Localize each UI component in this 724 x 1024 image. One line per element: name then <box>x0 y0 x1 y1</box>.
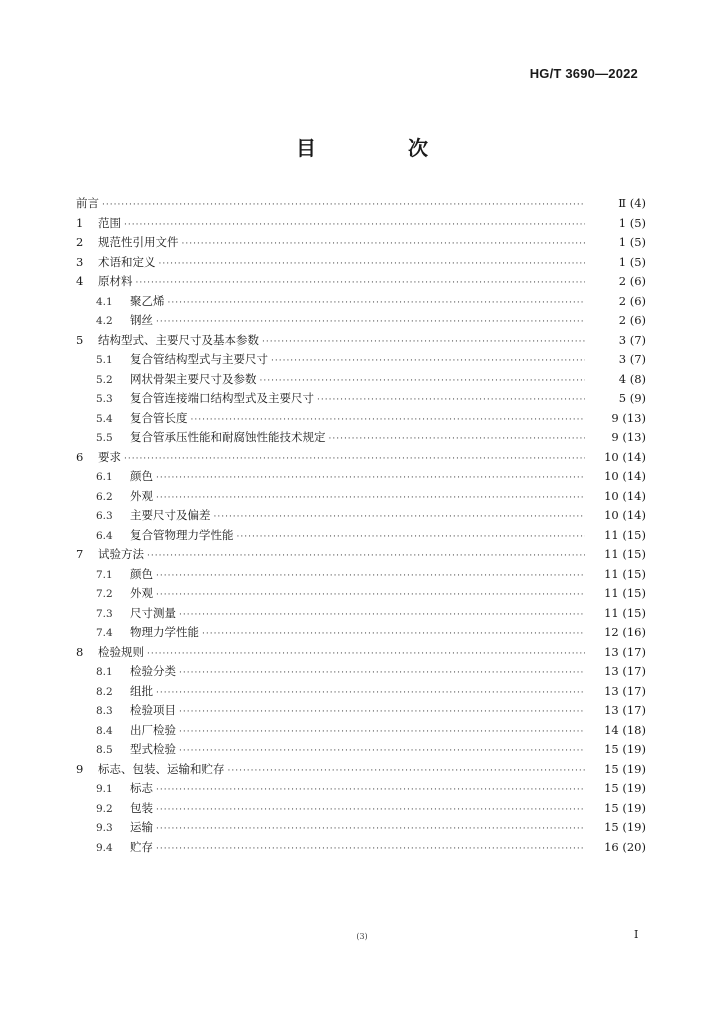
toc-entry-label: 原材料 <box>98 274 133 288</box>
toc-entry-label: 复合管物理力学性能 <box>130 527 234 542</box>
toc-entry-page: 9 (13) <box>611 430 646 444</box>
toc-entry-number: 2 <box>76 235 84 249</box>
toc-entry-number: 5.2 <box>96 373 113 386</box>
toc-entry[interactable] <box>76 779 646 799</box>
toc-entry-label: 术语和定义 <box>98 254 156 269</box>
toc-entry-page: 13 (17) <box>604 703 646 717</box>
toc-entry-page: 10 (14) <box>604 488 646 503</box>
toc-leader-dots <box>228 762 586 782</box>
toc-entry-label: 结构型式、主要尺寸及基本参数 <box>98 332 259 347</box>
toc-entry[interactable] <box>76 623 646 643</box>
toc-entry-page: 9 (13) <box>611 410 646 425</box>
toc-leader-dots <box>136 274 586 294</box>
toc-entry-label: 标志、包装、运输和贮存 <box>98 761 225 776</box>
toc-entry-label: 运输 <box>130 820 153 834</box>
toc-entry-number: 8.4 <box>96 724 113 737</box>
toc-entry-page: 11 (15) <box>604 566 646 581</box>
toc-leader-dots <box>102 196 585 216</box>
toc-entry-page: 15 (19) <box>604 742 646 756</box>
toc-entry-label: 范围 <box>98 215 121 230</box>
toc-entry-page: 15 (19) <box>604 781 646 795</box>
toc-entry-number: 6.2 <box>96 490 113 503</box>
toc-entry-page: 2 (6) <box>618 274 646 288</box>
toc-entry-page: 1 (5) <box>618 235 646 249</box>
toc-entry[interactable] <box>76 721 646 741</box>
toc-entry[interactable] <box>76 701 646 721</box>
toc-entry-label: 外观 <box>130 488 153 503</box>
toc-entry-page: 15 (19) <box>604 800 646 815</box>
standard-code: HG/T 3690—2022 <box>529 66 638 81</box>
toc-leader-dots <box>179 606 585 626</box>
toc-entry[interactable] <box>76 662 646 682</box>
toc-entry-page: 14 (18) <box>604 722 646 737</box>
toc-entry-number: 7.4 <box>96 627 113 639</box>
toc-entry-number: 8 <box>76 644 84 659</box>
toc-entry[interactable] <box>76 760 646 780</box>
toc-entry-number: 9.1 <box>96 783 113 795</box>
toc-entry-label: 规范性引用文件 <box>98 235 179 249</box>
toc-entry-page: 11 (15) <box>604 527 646 542</box>
toc-entry[interactable] <box>76 740 646 760</box>
toc-entry-page: 10 (14) <box>604 449 646 464</box>
toc-entry-label: 检验规则 <box>98 644 144 659</box>
toc-entry-page: 5 (9) <box>618 391 646 405</box>
toc-entry-page: 12 (16) <box>604 625 646 639</box>
toc-entry-label: 物理力学性能 <box>130 625 199 639</box>
toc-entry-number: 7.1 <box>96 568 113 581</box>
toc-entry-label: 聚乙烯 <box>130 293 165 308</box>
toc-entry-page: 11 (15) <box>604 605 646 620</box>
toc-entry-label: 复合管承压性能和耐腐蚀性能技术规定 <box>130 430 326 444</box>
toc-entry-number: 9.2 <box>96 802 113 815</box>
toc-entry-page: 10 (14) <box>604 508 646 522</box>
toc-leader-dots <box>182 235 586 255</box>
table-of-contents <box>76 194 646 857</box>
toc-entry[interactable] <box>76 818 646 838</box>
toc-leader-dots <box>156 567 585 587</box>
toc-entry[interactable] <box>76 526 646 546</box>
toc-entry-label: 钢丝 <box>130 313 153 327</box>
toc-entry-page: 2 (6) <box>618 313 646 327</box>
toc-entry-page: 3 (7) <box>618 352 646 366</box>
toc-leader-dots <box>329 430 586 450</box>
toc-entry-page: 10 (14) <box>604 469 646 483</box>
toc-entry-page: 13 (17) <box>604 683 646 698</box>
toc-entry-number: 7 <box>76 547 84 561</box>
toc-leader-dots <box>214 508 586 528</box>
toc-entry-label: 复合管长度 <box>130 410 188 425</box>
toc-entry-number: 5.4 <box>96 412 113 425</box>
toc-leader-dots <box>159 255 586 275</box>
toc-entry-label: 复合管连接端口结构型式及主要尺寸 <box>130 391 314 405</box>
toc-entry[interactable] <box>76 448 646 468</box>
toc-entry[interactable] <box>76 643 646 663</box>
toc-entry-page: Ⅱ (4) <box>618 196 646 210</box>
footer-roman-numeral: Ⅰ <box>634 928 639 941</box>
toc-entry-number: 5.1 <box>96 354 113 366</box>
toc-entry-label: 主要尺寸及偏差 <box>130 508 211 522</box>
toc-entry-number: 4 <box>76 274 84 288</box>
toc-entry-label: 组批 <box>130 683 153 698</box>
toc-entry-label: 前言 <box>76 196 99 210</box>
toc-entry[interactable] <box>76 428 646 448</box>
toc-entry-page: 4 (8) <box>618 371 646 386</box>
toc-entry[interactable] <box>76 214 646 234</box>
toc-leader-dots <box>179 664 585 684</box>
toc-entry-number: 9 <box>76 761 84 776</box>
toc-leader-dots <box>156 781 585 801</box>
toc-leader-dots <box>271 352 585 372</box>
footer-page-number: (3) <box>356 932 368 941</box>
toc-entry[interactable] <box>76 331 646 351</box>
toc-leader-dots <box>147 547 585 567</box>
toc-entry[interactable] <box>76 194 646 214</box>
toc-entry-number: 5.3 <box>96 393 113 405</box>
toc-entry-number: 8.3 <box>96 705 113 717</box>
toc-entry[interactable] <box>76 272 646 292</box>
page-title: 目 次 <box>296 136 464 160</box>
toc-entry[interactable] <box>76 292 646 312</box>
toc-entry-label: 出厂检验 <box>130 722 176 737</box>
toc-leader-dots <box>202 625 585 645</box>
toc-entry-number: 7.2 <box>96 588 113 600</box>
toc-entry-label: 网状骨架主要尺寸及参数 <box>130 371 257 386</box>
toc-entry[interactable] <box>76 487 646 507</box>
toc-entry-page: 2 (6) <box>618 293 646 308</box>
toc-entry-label: 标志 <box>130 781 153 795</box>
toc-entry-number: 8.2 <box>96 685 113 698</box>
toc-entry-label: 检验项目 <box>130 703 176 717</box>
toc-entry-label: 颜色 <box>130 469 153 483</box>
toc-entry-label: 颜色 <box>130 566 153 581</box>
toc-entry-label: 试验方法 <box>98 547 144 561</box>
toc-entry-label: 包装 <box>130 800 153 815</box>
toc-entry-number: 7.3 <box>96 607 113 620</box>
toc-entry-page: 3 (7) <box>618 332 646 347</box>
toc-leader-dots <box>262 333 585 353</box>
toc-entry[interactable] <box>76 565 646 585</box>
toc-entry-number: 4.2 <box>96 315 113 327</box>
toc-entry[interactable] <box>76 682 646 702</box>
toc-entry-number: 5 <box>76 332 84 347</box>
toc-entry-number: 8.5 <box>96 744 113 756</box>
toc-entry[interactable] <box>76 604 646 624</box>
toc-entry-number: 1 <box>76 215 84 230</box>
toc-entry[interactable] <box>76 370 646 390</box>
toc-leader-dots <box>179 742 585 762</box>
toc-entry-number: 9.3 <box>96 822 113 834</box>
toc-leader-dots <box>147 645 585 665</box>
toc-entry-page: 15 (19) <box>604 820 646 834</box>
toc-leader-dots <box>156 820 585 840</box>
toc-entry-label: 尺寸测量 <box>130 605 176 620</box>
toc-entry[interactable] <box>76 253 646 273</box>
toc-leader-dots <box>156 684 585 704</box>
toc-leader-dots <box>317 391 585 411</box>
toc-entry-number: 8.1 <box>96 666 113 678</box>
toc-leader-dots <box>124 216 585 236</box>
toc-leader-dots <box>156 801 585 821</box>
toc-entry[interactable] <box>76 409 646 429</box>
toc-leader-dots <box>156 469 585 489</box>
toc-entry[interactable] <box>76 545 646 565</box>
toc-entry-page: 15 (19) <box>604 761 646 776</box>
toc-entry-page: 1 (5) <box>618 215 646 230</box>
toc-leader-dots <box>124 450 585 470</box>
toc-entry[interactable] <box>76 467 646 487</box>
toc-entry[interactable] <box>76 838 646 858</box>
toc-entry-number: 6.4 <box>96 529 113 542</box>
toc-entry[interactable] <box>76 311 646 331</box>
toc-leader-dots <box>179 703 585 723</box>
toc-entry-page: 1 (5) <box>618 254 646 269</box>
toc-entry-label: 要求 <box>98 449 121 464</box>
toc-leader-dots <box>156 586 585 606</box>
toc-entry-page: 16 (20) <box>604 839 646 854</box>
toc-entry-page: 11 (15) <box>604 547 646 561</box>
toc-entry-number: 3 <box>76 254 84 269</box>
toc-entry-label: 检验分类 <box>130 664 176 678</box>
toc-entry[interactable] <box>76 350 646 370</box>
toc-entry-label: 外观 <box>130 586 153 600</box>
toc-entry-label: 贮存 <box>130 839 153 854</box>
toc-entry-number: 6.1 <box>96 471 113 483</box>
toc-entry[interactable] <box>76 233 646 253</box>
toc-leader-dots <box>168 294 586 314</box>
toc-leader-dots <box>237 528 586 548</box>
toc-entry-number: 6.3 <box>96 510 113 522</box>
toc-entry[interactable] <box>76 389 646 409</box>
toc-entry-page: 11 (15) <box>604 586 646 600</box>
toc-leader-dots <box>156 489 585 509</box>
toc-entry[interactable] <box>76 799 646 819</box>
toc-leader-dots <box>179 723 585 743</box>
toc-entry-label: 复合管结构型式与主要尺寸 <box>130 352 268 366</box>
toc-entry[interactable] <box>76 584 646 604</box>
toc-entry-page: 13 (17) <box>604 644 646 659</box>
toc-entry-number: 6 <box>76 449 84 464</box>
toc-entry-label: 型式检验 <box>130 742 176 756</box>
toc-entry-page: 13 (17) <box>604 664 646 678</box>
toc-entry[interactable] <box>76 506 646 526</box>
toc-entry-number: 4.1 <box>96 295 113 308</box>
toc-entry-number: 9.4 <box>96 841 113 854</box>
toc-leader-dots <box>156 840 585 860</box>
toc-entry-number: 5.5 <box>96 432 113 444</box>
